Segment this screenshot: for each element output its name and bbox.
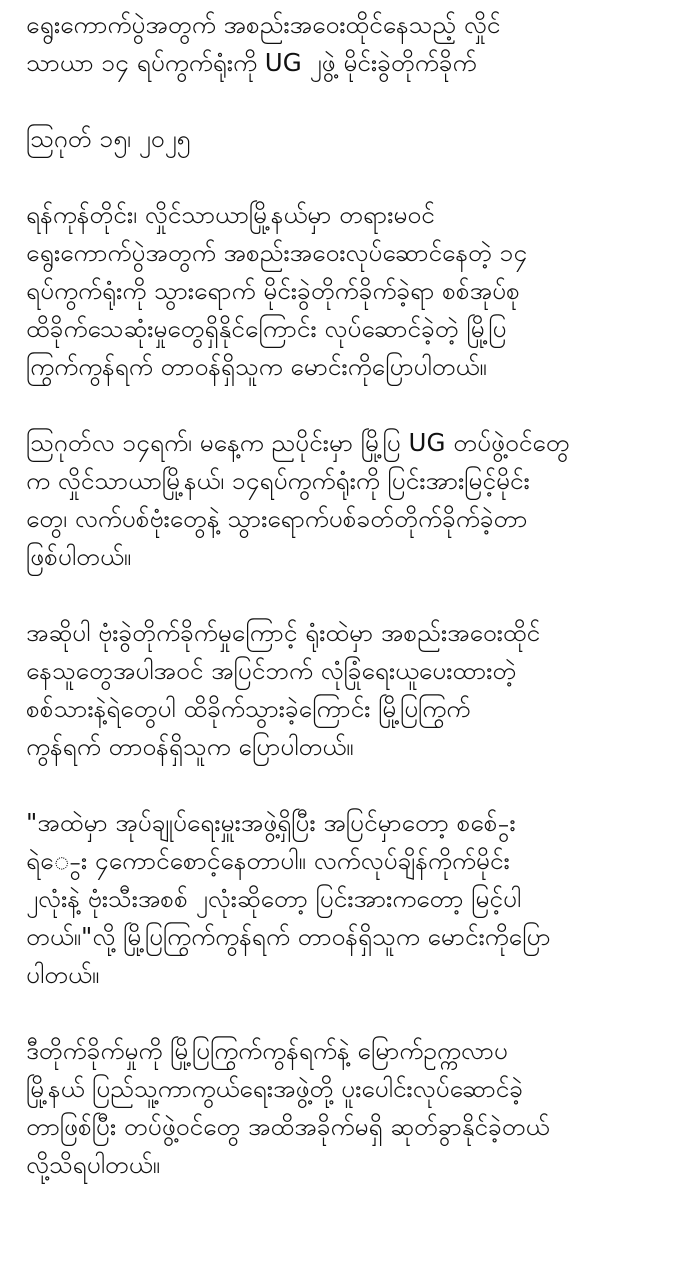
paragraph-line: တွေ၊ လက်ပစ်ဗုံးတွေနဲ့ သွားရောက်ပစ်ခတ်တိုက်ခိုက်ခဲ့တာ (26, 504, 528, 533)
paragraph-line: ကြွက်ကွန်ရက် တာဝန်ရှိသူက မောင်းကိုပြောပါတယ်။ (26, 352, 487, 381)
paragraph-line: စစ်သားနဲ့ရဲတွေပါ ထိခိုက်သွားခဲ့ကြောင်း မြို့ပြကြွက် (26, 694, 471, 723)
headline-line: ရွေးကောက်ပွဲအတွက် အစည်းအဝေးထိုင်နေသည့် လှိုင် (26, 10, 501, 39)
spacer (26, 766, 676, 804)
news-article (26, 6, 676, 1184)
paragraph-line: ၂လုံးနဲ့ ဗုံးသီးအစစ် ၂လုံးဆိုတော့ ပြင်းအားကတော့ မြင့်ပါ (26, 884, 522, 913)
date-text: ဩဂုတ် ၁၅၊ ၂၀၂၅ (26, 124, 191, 153)
paragraph-line: တာဖြစ်ပြီး တပ်ဖွဲ့ဝင်တွေ အထိအခိုက်မရှိ ဆုတ်ခွာနိုင်ခဲ့တယ် (26, 1112, 550, 1141)
paragraph-line: က လှိုင်သာယာမြို့နယ်၊ ၁၄ရပ်ကွက်ရုံးကို ပြင်းအားမြင့်မိုင်း (26, 466, 530, 495)
paragraph-line: လို့သိရပါတယ်။ (26, 1150, 160, 1179)
paragraph-line: ကွန်ရက် တာဝန်ရှိသူက ပြောပါတယ်။ (26, 732, 354, 761)
paragraph-4-quote (26, 804, 676, 994)
paragraph-line: ရွေးကောက်ပွဲအတွက် အစည်းအဝေးလုပ်ဆောင်နေတဲ့ ၁၄ (26, 238, 528, 267)
paragraph-line: ရဲေ-ွး ၄ကောင်စောင့်နေတာပါ။ လက်လုပ်ချိန်ကိုက်မိုင်း (26, 846, 510, 875)
article-date (26, 120, 676, 158)
spacer (26, 386, 676, 424)
spacer (26, 994, 676, 1032)
paragraph-line: အဆိုပါ ဗုံးခွဲတိုက်ခိုက်မှုကြောင့် ရုံးထဲမှာ အစည်းအဝေးထိုင် (26, 618, 541, 647)
spacer (26, 158, 676, 196)
paragraph-line: ရန်ကုန်တိုင်း၊ လှိုင်သာယာမြို့နယ်မှာ တရားမဝင် (26, 200, 435, 229)
paragraph-line: ပါတယ်။ (26, 960, 100, 989)
headline-line: သာယာ ၁၄ ရပ်ကွက်ရုံးကို UG ၂ဖွဲ့ မိုင်းခွဲတိုက်ခိုက် (26, 48, 477, 77)
paragraph-line: ရပ်ကွက်ရုံးကို သွားရောက် မိုင်းခွဲတိုက်ခိုက်ခဲ့ရာ စစ်အုပ်စု (26, 276, 520, 305)
paragraph-line: ဒီတိုက်ခိုက်မှုကို မြို့ပြကြွက်ကွန်ရက်နဲ့ မြောက်ဥက္ကလာပ (26, 1036, 508, 1065)
paragraph-line: ထိခိုက်သေဆုံးမှုတွေရှိနိုင်ကြောင်း လုပ်ဆောင်ခဲ့တဲ့ မြို့ပြ (26, 314, 507, 343)
paragraph-line: ဖြစ်ပါတယ်။ (26, 542, 132, 571)
spacer (26, 82, 676, 120)
paragraph-line: "အထဲမှာ အုပ်ချုပ်ရေးမှူးအဖွဲ့ရှိပြီး အပြင်မှာတော့ စစ်ေ-ွး (26, 808, 516, 837)
paragraph-line: တယ်။"လို့ မြို့ပြကြွက်ကွန်ရက် တာဝန်ရှိသူက မောင်းကိုပြော (26, 922, 551, 951)
paragraph-line: နေသူတွေအပါအဝင် အပြင်ဘက် လုံခြုံရေးယူပေးထားတဲ့ (26, 656, 517, 685)
paragraph-1 (26, 196, 676, 386)
paragraph-3 (26, 614, 676, 766)
paragraph-line: မြို့နယ် ပြည်သူ့ကာကွယ်ရေးအဖွဲ့တို့ ပူးပေါင်းလုပ်ဆောင်ခဲ့ (26, 1074, 524, 1103)
paragraph-5 (26, 1032, 676, 1184)
article-headline (26, 6, 676, 82)
spacer (26, 576, 676, 614)
paragraph-line: ဩဂုတ်လ ၁၄ရက်၊ မနေ့က ညပိုင်းမှာ မြို့ပြ UG တပ်ဖွဲ့ဝင်တွေ (26, 428, 570, 457)
paragraph-2 (26, 424, 676, 576)
